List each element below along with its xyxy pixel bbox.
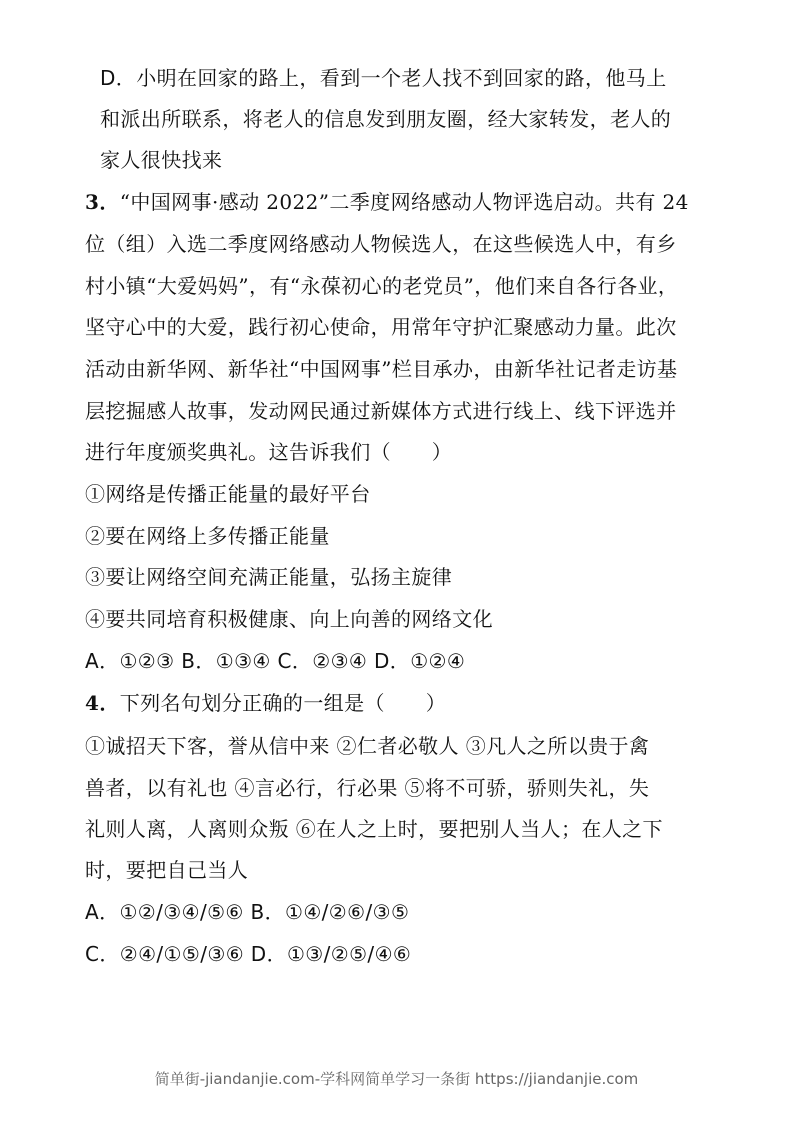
q3-stem-line-2: 位（组）入选二季度网络感动人物候选人，在这些候选人中，有乡 [85,232,677,256]
q3-statement-4: ④要共同培育积极健康、向上向善的网络文化 [85,607,493,631]
q3-statement-1: ①网络是传播正能量的最好平台 [85,482,371,506]
q4-body-line-1: ①诚招天下客，誉从信中来 ②仁者必敬人 ③凡人之所以贵于禽 [85,734,650,758]
q3-options: A．①②③ B．①③④ C．②③④ D．①②④ [85,649,466,673]
q2-option-d-line-3: 家人很快找来 [100,148,223,172]
q3-number: 3． [85,190,120,214]
q4-options-line-2: C．②④/①⑤/③⑥ D．①③/②⑤/④⑥ [85,942,412,966]
q3-statement-2: ②要在网络上多传播正能量 [85,524,330,548]
q2-option-d-line-2: 和派出所联系，将老人的信息发到朋友圈，经大家转发，老人的 [100,107,672,131]
q4-stem-line [85,688,446,718]
q4-body-line-4: 时，要把自己当人 [85,858,249,882]
q2-option-d-text-1: 小明在回家的路上，看到一个老人找不到回家的路，他马上 [136,66,667,90]
page-footer: 简单街-jiandanjie.com-学科网简单学习一条街 https://jiandanjie.com [154,1070,639,1088]
q3-stem-line-4: 坚守心中的大爱，践行初心使命，用常年守护汇聚感动力量。此次 [85,315,677,339]
q2-option-d-label: D． [100,66,137,90]
q3-stem-line-3: 村小镇“大爱妈妈”，有“永葆初心的老党员”，他们来自各行各业， [85,274,679,298]
q4-body-line-3: 礼则人离，人离则众叛 ⑥在人之上时，要把别人当人；在人之下 [85,817,663,841]
q4-body-line-2: 兽者，以有礼也 ④言必行，行必果 ⑤将不可骄，骄则失礼，失 [85,776,650,800]
q4-stem-text: 下列名句划分正确的一组是（ ） [119,691,447,715]
q3-stem-line-7: 进行年度颁奖典礼。这告诉我们（ ） [85,440,453,464]
q4-options-line-1: A．①②/③④/⑤⑥ B．①④/②⑥/③⑤ [85,900,410,924]
q3-stem-line-6: 层挖掘感人故事，发动网民通过新媒体方式进行线上、线下评选并 [85,399,677,423]
q3-stem-line-1 [85,187,689,217]
q4-number: 4． [85,691,120,715]
q3-stem-text-1: “中国网事·感动 2022”二季度网络感动人物评选启动。共有 24 [119,190,689,214]
q2-option-d-line-1 [100,63,667,93]
q3-stem-line-5: 活动由新华网、新华社“中国网事”栏目承办，由新华社记者走访基 [85,357,678,381]
q3-statement-3: ③要让网络空间充满正能量，弘扬主旋律 [85,565,453,589]
